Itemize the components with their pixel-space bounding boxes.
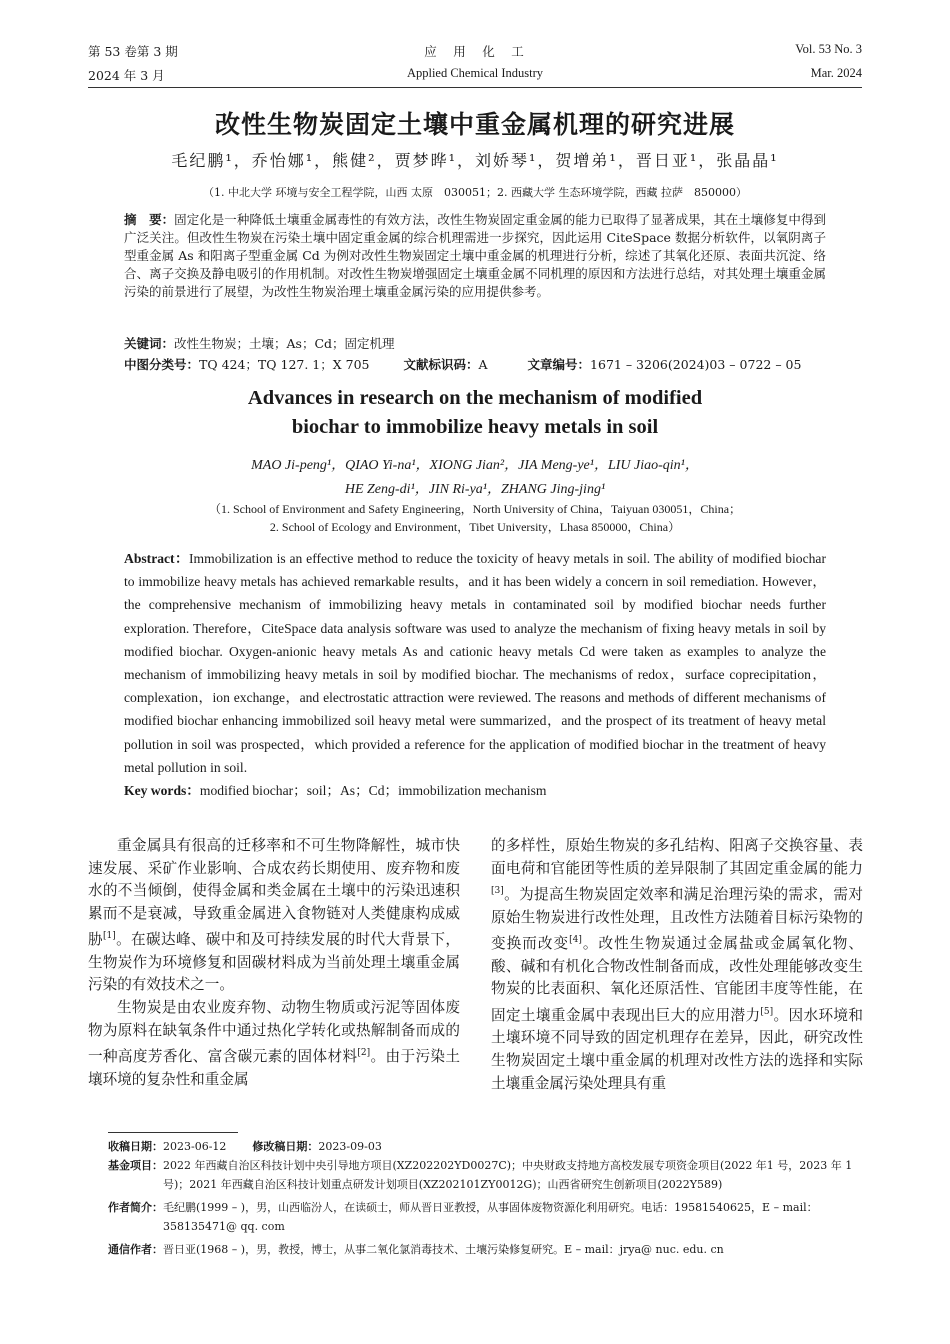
authors-cn: 毛纪鹏¹，乔怡娜¹，熊健²，贾梦晔¹，刘娇琴¹，贺增弟¹，晋日亚¹，张晶晶¹ <box>171 151 779 170</box>
fund-text: 2022 年西藏自治区科技计划中央引导地方项目(XZ202202YD0027C)；中央财政支持地方高校发展专项资金项目(2022 年1 号，2023 年 1 号)；2021 年西藏自治区科技计划重点研发计划项目(XZ202101ZY0012G)；山西省研究生创新项目(2022Y589) <box>163 1159 853 1191</box>
article-no-value: 1671 – 3206(2024)03 – 0722 – 05 <box>590 357 802 372</box>
body-text: 生物炭是由农业废弃物、动物生物质或污泥等固体废物为原料在缺氧条件中通过热化学转化或热解制备而成的一种高度芳香化、富含碳元素的固体材料 <box>88 999 460 1066</box>
corresponding-text: 晋日亚(1968 – )，男，教授，博士，从事二氧化氯消毒技术、土壤污染修复研究。E – mail：jrya@ nuc. edu. cn <box>163 1243 724 1256</box>
paper-title-en <box>0 384 950 442</box>
author-bio-label: 作者简介： <box>108 1201 163 1214</box>
affiliations-en-line1: （1. School of Environment and Safety Engineering，North University of China，Taiyuan 030051，China； <box>208 502 742 516</box>
revised-date: 2023-09-03 <box>318 1140 382 1153</box>
abstract-cn <box>124 211 826 301</box>
keywords-en-text: modified biochar；soil；As；Cd；immobilization mechanism <box>199 783 547 799</box>
fund-info <box>108 1156 868 1194</box>
body-text: 重金属具有很高的迁移率和不可生物降解性，城市快速发展、采矿作业影响、合成农药长期使用、废弃物和废水的不当倾倒，使得金属和类金属在土壤中的污染迅速积累而不是衰减，导致重金属进入食物链对人类健康构成威胁 <box>88 837 460 949</box>
classification-line <box>124 356 826 374</box>
journal-date-en: Mar. 2024 <box>810 66 862 80</box>
body-text: 。由于污染土壤环境的复杂性和重金属 <box>88 1048 460 1088</box>
body-paragraph <box>88 835 460 997</box>
body-text: 。为提高生物炭固定效率和满足治理污染的需求，需对原始生物炭进行改性处理，且改性方法随着目标污染物的变换而改变 <box>491 886 863 953</box>
doc-code-label: 文献标识码： <box>403 357 479 372</box>
received-dates <box>108 1137 868 1156</box>
author-bio <box>108 1198 868 1236</box>
body-paragraph <box>88 997 460 1091</box>
citation-ref: [2] <box>357 1048 371 1059</box>
abstract-en <box>124 547 826 802</box>
body-paragraph <box>491 835 863 1095</box>
citation-ref: [1] <box>102 931 116 942</box>
affiliations-en <box>0 500 950 536</box>
citation-ref: [5] <box>760 1006 774 1017</box>
keywords-cn <box>124 335 826 353</box>
clc-value: TQ 424；TQ 127. 1；X 705 <box>199 357 370 372</box>
abstract-en-label: Abstract： <box>124 551 190 566</box>
revised-label: 修改稿日期： <box>252 1140 319 1153</box>
journal-volume-issue: 第 53 卷第 3 期 <box>88 44 178 59</box>
header-rule <box>88 87 862 88</box>
keywords-cn-label: 关键词： <box>124 336 175 351</box>
abstract-en-text: Immobilization is an effective method to reduce the toxicity of heavy metals in soil. The ability of modified biochar to immobilize heavy metals has achieved remarkable results，and it has been widely a concern in soil remediation. However，the comprehensive mechanism of immobilizing heavy metals in contaminated soil by modified biochar needs further exploration. Therefore，CiteSpace data analysis software was used to analyze the mechanism of fixing heavy metals in soil by modified biochar. Oxygen-anionic heavy metals As and cationic heavy metals Cd were taken as examples to analyze the mechanism of immobilizing heavy metals in soil by modified biochar. The mechanisms of redox，surface coprecipitation，complexation，ion exchange，and electrostatic attraction were reviewed. The reasons and methods of different mechanisms of modified biochar enhancing immobilized soil heavy metal were summarized，and the prospect of its treatment of heavy metal pollution in soil was prospected，which provided a reference for the application of modified biochar in the treatment of heavy metal pollution in soil. <box>124 551 826 775</box>
received-label: 收稿日期： <box>108 1140 163 1153</box>
body-right-column <box>491 835 863 1095</box>
author-bio-text: 毛纪鹏(1999 – )，男，山西临汾人，在读硕士，师从晋日亚教授，从事固体废物资源化利用研究。电话：19581540625，E – mail：358135471@ qq. com <box>163 1201 818 1233</box>
fund-label: 基金项目： <box>108 1159 163 1172</box>
paper-title-cn: 改性生物炭固定土壤中重金属机理的研究进展 <box>214 110 735 139</box>
body-text: 。因水环境和土壤环境不同导致的固定机理存在差异，因此，研究改性生物炭固定土壤中重金属的机理对改性方法的选择和实际土壤重金属污染处理具有重 <box>491 1006 863 1092</box>
abstract-cn-text: 固定化是一种降低土壤重金属毒性的有效方法，改性生物炭固定重金属的能力已取得了显著成果，其在土壤修复中得到广泛关注。但改性生物炭在污染土壤中固定重金属的综合机理需进一步探究，因此运用 CiteSpace 数据分析软件，以氧阴离子型重金属 As 和阳离子型重金属 Cd 为例对改性生物炭固定土壤中重金属的机理进行分析，综述了其氧化还原、表面共沉淀、络合、离子交换及静电吸引的作用机制。对改性生物炭增强固定土壤重金属不同机理的原因和方法进行总结，对其处理土壤重金属污染的前景进行了展望，为改性生物炭治理土壤重金属污染的应用提供参考。 <box>124 212 826 299</box>
corresponding-label: 通信作者： <box>108 1243 163 1256</box>
footnote-rule <box>108 1132 238 1133</box>
journal-volume-en: Vol. 53 No. 3 <box>795 42 862 56</box>
paper-title-en-line1: Advances in research on the mechanism of modified <box>247 387 703 409</box>
authors-en-line2: HE Zeng-di¹，JIN Ri-ya¹，ZHANG Jing-jing¹ <box>344 482 606 497</box>
article-no-label: 文章编号： <box>527 357 591 372</box>
doc-code-value: A <box>478 357 488 372</box>
citation-ref: [4] <box>569 935 582 946</box>
paper-title-en-line2: biochar to immobilize heavy metals in soil <box>291 416 659 438</box>
journal-date: 2024 年 3 月 <box>88 68 165 83</box>
affiliations-cn: （1. 中北大学 环境与安全工程学院，山西 太原 030051；2. 西藏大学 生态环境学院，西藏 拉萨 850000） <box>203 186 747 199</box>
abstract-cn-label: 摘 要： <box>124 212 175 227</box>
journal-name-en: Applied Chemical Industry <box>406 66 544 80</box>
affiliations-en-line2: 2. School of Ecology and Environment，Tibet University，Lhasa 850000，China） <box>269 520 681 534</box>
authors-en <box>0 454 950 502</box>
body-text: 。改性生物炭通过金属盐或金属氧化物、酸、碱和有机化合物改性制备而成，改性处理能够改变生物炭的比表面积、氧化还原活性、官能团丰度等性能，在固定土壤重金属中表现出巨大的应用潜力 <box>491 935 863 1024</box>
citation-ref: [3] <box>491 886 504 897</box>
keywords-en <box>124 779 826 802</box>
body-left-column <box>88 835 460 1091</box>
journal-name-cn: 应 用 化 工 <box>424 44 526 59</box>
authors-en-line1: MAO Ji-peng¹，QIAO Yi-na¹，XIONG Jian²，JIA Meng-ye¹，LIU Jiao-qin¹， <box>251 458 699 473</box>
footnotes <box>108 1137 868 1259</box>
body-text: 的多样性，原始生物炭的多孔结构、阳离子交换容量、表面电荷和官能团等性质的差异限制了其固定重金属的能力 <box>491 837 863 877</box>
body-text: 。在碳达峰、碳中和及可持续发展的时代大背景下，生物炭作为环境修复和固碳材料成为当前处理土壤重金属污染的有效技术之一。 <box>88 931 460 994</box>
clc-label: 中图分类号： <box>124 357 200 372</box>
keywords-cn-text: 改性生物炭；土壤；As；Cd；固定机理 <box>174 336 395 351</box>
corresponding-author <box>108 1240 868 1259</box>
keywords-en-label: Key words： <box>124 783 200 799</box>
received-date: 2023-06-12 <box>163 1140 227 1153</box>
